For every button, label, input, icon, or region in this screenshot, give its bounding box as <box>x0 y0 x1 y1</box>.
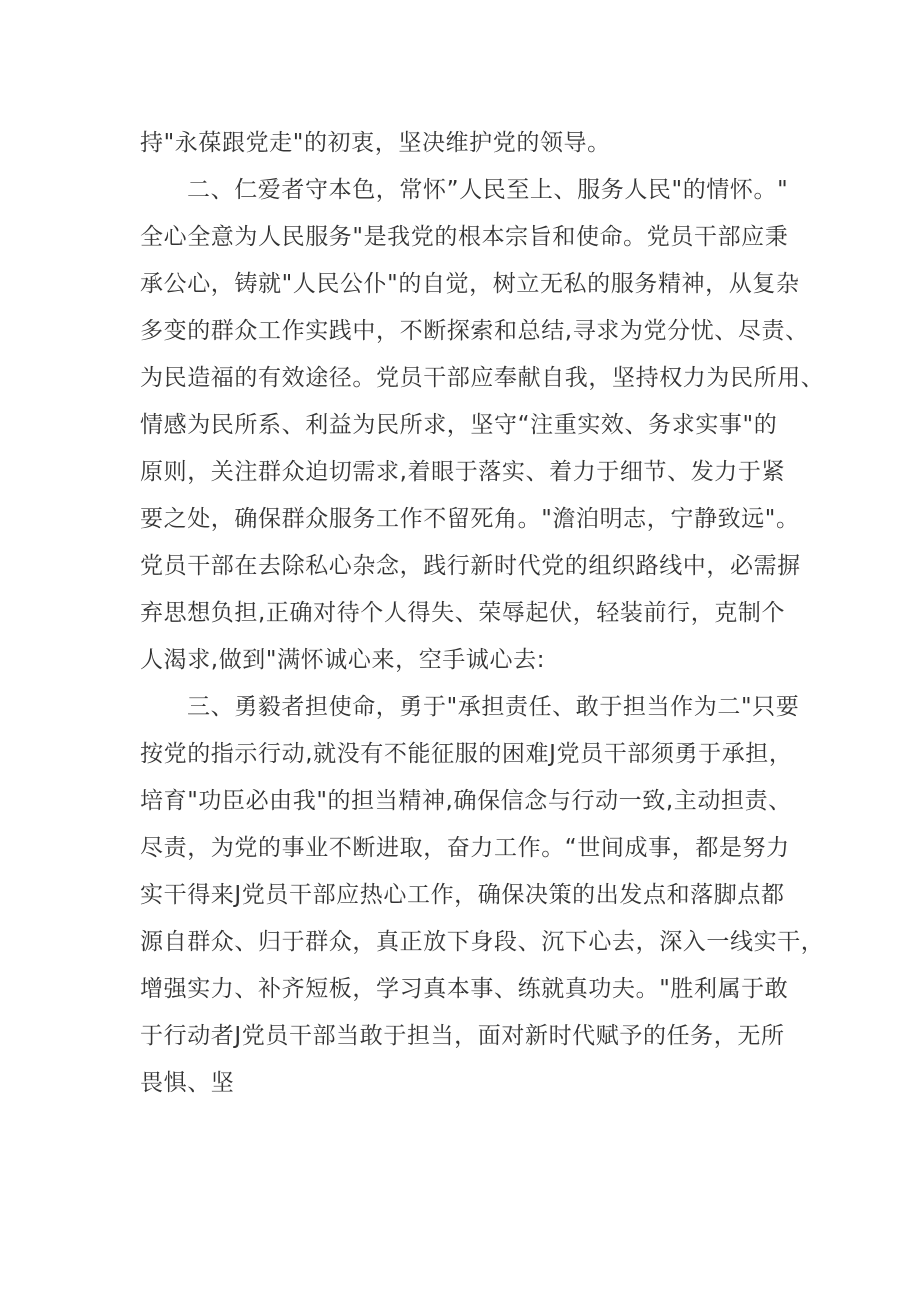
text-line: 培育"功臣必由我"的担当精神,确保信念与行动一致,主动担责、 <box>140 788 792 814</box>
text-line: 按党的指示行动,就没有不能征服的困难J党员干部须勇于承担， <box>140 741 793 767</box>
text-line: 要之处，确保群众服务工作不留死角。"澹泊明志，宁静致远"。 <box>140 506 800 532</box>
text-line: 弃思想负担,正确对待个人得失、荣辱起伏，轻装前行，克制个 <box>140 600 786 626</box>
paragraph-start-line: 二、仁爱者守本色，常怀”人民至上、服务人民"的情怀。" <box>187 177 789 203</box>
text-line: 持"永葆跟党走"的初衷，坚决维护党的领导。 <box>140 130 611 156</box>
text-line: 情感为民所系、利益为民所求，坚守“注重实效、务求实事"的 <box>140 412 778 438</box>
text-line: 源自群众、归于群众，真正放下身段、沉下心去，深入一线实干， <box>140 929 825 955</box>
text-line: 尽责，为党的事业不断进取，奋力工作。“世间成事，都是努力 <box>140 835 790 861</box>
text-line: 党员干部在去除私心杂念，践行新时代党的组织路线中，必需摒 <box>140 553 801 579</box>
text-line: 多变的群众工作实践中，不断探索和总结,寻求为党分忧、尽责、 <box>140 318 809 344</box>
text-line: 承公心，铸就"人民公仆"的自觉，树立无私的服务精神，从复杂 <box>140 271 800 297</box>
paragraph-start-line: 三、勇毅者担使命，勇于"承担责任、敢于担当作为二"只要 <box>187 694 800 720</box>
text-line: 增强实力、补齐短板，学习真本事、练就真功夫。"胜利属于敢 <box>140 976 789 1002</box>
text-line: 为民造福的有效途径。党员干部应奉献自我，坚持权力为民所用、 <box>140 365 825 391</box>
text-line: 畏惧、坚 <box>140 1070 235 1096</box>
text-line: 于行动者J党员干部当敢于担当，面对新时代赋予的任务，无所 <box>140 1023 785 1049</box>
text-line: 全心全意为人民服务"是我党的根本宗旨和使命。党员干部应秉 <box>140 224 789 250</box>
text-line: 实干得来J党员干部应热心工作，确保决策的出发点和落脚点都 <box>140 882 785 908</box>
text-line: 原则，关注群众迫切需求,着眼于落实、着力于细节、发力于紧 <box>140 459 786 485</box>
body-text <box>140 120 825 1107</box>
text-line: 人渴求,做到"满怀诚心来，空手诚心去: <box>140 647 546 673</box>
